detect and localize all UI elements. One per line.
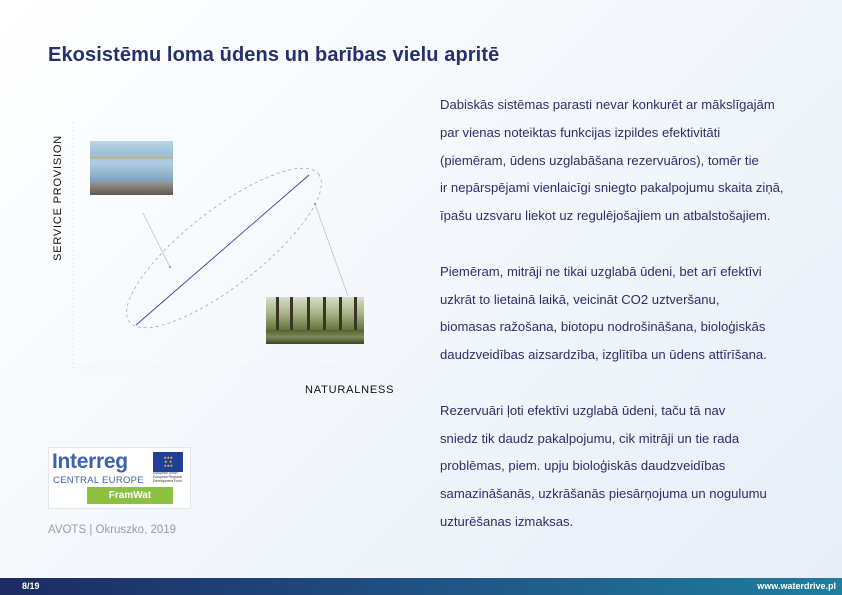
text-line: Piemēram, mitrāji ne tikai uzglabā ūdeni, bet arī efektīvi: [440, 263, 762, 279]
logo-eu-text: European Union European Regional Development Fund: [153, 471, 183, 483]
text-line: daudzveidības aizsardzība, izglītība un ūdens attīrīšana.: [440, 347, 767, 363]
reservoir-photo: [90, 141, 173, 195]
slide-title: Ekosistēmu loma ūdens un barības vielu apritē: [48, 44, 500, 66]
text-line: biomasas ražošana, biotopu nodrošināšana, bioloģiskās: [440, 319, 766, 335]
reservoir-bank: [90, 183, 173, 195]
text-line: īpašu uzsvaru liekot uz regulējošajiem un atbalstošajiem.: [440, 208, 771, 224]
pointer-reservoir-dot: [169, 266, 171, 268]
pointer-wetland: [315, 204, 348, 296]
text-line: problēmas, piem. upju bioloģiskās daudzveidības: [440, 458, 726, 474]
source-caption: AVOTS | Okruszko, 2019: [48, 524, 177, 536]
text-line: (piemēram, ūdens uzglabāšana rezervuāros), tomēr tie: [440, 152, 759, 168]
text-line: uzturēšanas izmaksas.: [440, 513, 574, 529]
paragraph-3: [440, 397, 835, 536]
footer-bar: [0, 578, 842, 595]
paragraph-1: [440, 91, 835, 230]
text-line: uzkrāt to lietainā laikā, veicināt CO2 uztveršanu,: [440, 291, 720, 307]
paragraph-2: [440, 258, 835, 369]
footer-url[interactable]: www.waterdrive.pl: [757, 581, 836, 591]
logo-region: CENTRAL EUROPE: [53, 475, 144, 486]
text-line: sniedz tik daudz pakalpojumu, cik mitrāji un tie rada: [440, 430, 740, 446]
logo-brand: Interreg: [52, 450, 128, 473]
text-line: Dabiskās sistēmas parasti nevar konkurēt ar mākslīgajām: [440, 97, 775, 112]
page-number: 8/19: [22, 581, 40, 591]
eu-flag-icon: ★★★ ★ ★ ★★★: [153, 452, 183, 472]
text-line: par vienas noteiktas funkcijas izpildes efektivitāti: [440, 124, 721, 140]
text-line: Rezervuāri ļoti efektīvi uzglabā ūdeni, taču tā nav: [440, 402, 726, 418]
pointer-reservoir: [143, 213, 170, 267]
interreg-framwat-logo: [48, 447, 191, 509]
pointer-wetland-dot: [314, 203, 316, 205]
logo-project: FramWat: [87, 487, 173, 504]
slide-body-text: [440, 91, 835, 536]
y-axis-label: SERVICE PROVISION: [52, 135, 64, 261]
text-line: samazināšanās, uzkrāšanās piesārņojuma un nogulumu: [440, 486, 767, 502]
reservoir-shoreline: [90, 156, 173, 159]
x-axis-label: NATURALNESS: [305, 384, 395, 396]
text-line: ir nepārspējami vienlaicīgi sniegto pakalpojumu skaita ziņā,: [440, 180, 784, 196]
wetland-forest-photo: [266, 297, 364, 344]
wetland-water: [266, 330, 364, 344]
